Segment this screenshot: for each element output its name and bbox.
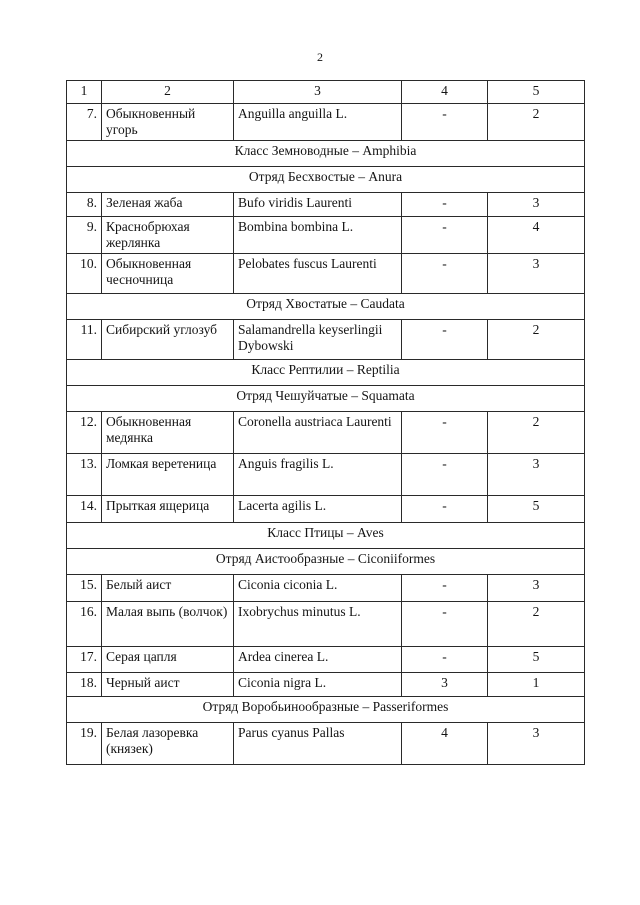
cell-col5: 5 xyxy=(488,647,585,673)
section-row xyxy=(67,523,585,549)
section-title: Отряд Чешуйчатые – Squamata xyxy=(67,386,585,412)
header-cell-col4: 4 xyxy=(402,81,488,104)
table-row xyxy=(67,104,585,141)
cell-col4: - xyxy=(402,320,488,360)
cell-latin-name: Coronella austriaca Laurenti xyxy=(234,412,402,454)
cell-russian-name: Белый аист xyxy=(102,575,234,602)
cell-russian-name: Малая выпь (волчок) xyxy=(102,602,234,647)
cell-col4: - xyxy=(402,217,488,254)
cell-col4: - xyxy=(402,412,488,454)
section-row xyxy=(67,294,585,320)
table-row xyxy=(67,673,585,697)
cell-col4: 3 xyxy=(402,673,488,697)
page-number: 2 xyxy=(317,50,323,64)
cell-russian-name: Ломкая веретеница xyxy=(102,454,234,496)
cell-latin-name: Salamandrella keyserlingii Dybowski xyxy=(234,320,402,360)
cell-col5: 2 xyxy=(488,320,585,360)
cell-col5: 2 xyxy=(488,412,585,454)
section-title: Отряд Аистообразные – Ciconiiformes xyxy=(67,549,585,575)
section-row xyxy=(67,360,585,386)
section-title: Класс Птицы – Aves xyxy=(67,523,585,549)
cell-number: 18. xyxy=(67,673,102,697)
section-row xyxy=(67,167,585,193)
cell-latin-name: Bufo viridis Laurenti xyxy=(234,193,402,217)
cell-number: 7. xyxy=(67,104,102,141)
table-row xyxy=(67,602,585,647)
cell-russian-name: Обыкновенная медянка xyxy=(102,412,234,454)
cell-latin-name: Ciconia ciconia L. xyxy=(234,575,402,602)
section-title: Отряд Бесхвостые – Anura xyxy=(67,167,585,193)
header-cell-num: 1 xyxy=(67,81,102,104)
section-title: Класс Рептилии – Reptilia xyxy=(67,360,585,386)
cell-col5: 3 xyxy=(488,454,585,496)
section-title: Отряд Хвостатые – Caudata xyxy=(67,294,585,320)
table-row xyxy=(67,723,585,765)
cell-latin-name: Anguilla anguilla L. xyxy=(234,104,402,141)
cell-number: 12. xyxy=(67,412,102,454)
species-table xyxy=(66,80,585,765)
cell-col5: 3 xyxy=(488,254,585,294)
cell-col4: - xyxy=(402,647,488,673)
cell-latin-name: Ciconia nigra L. xyxy=(234,673,402,697)
table-header-row xyxy=(67,81,585,104)
cell-number: 10. xyxy=(67,254,102,294)
cell-number: 8. xyxy=(67,193,102,217)
cell-col5: 5 xyxy=(488,496,585,523)
cell-number: 17. xyxy=(67,647,102,673)
cell-number: 16. xyxy=(67,602,102,647)
cell-latin-name: Anguis fragilis L. xyxy=(234,454,402,496)
cell-col5: 2 xyxy=(488,602,585,647)
table-row xyxy=(67,454,585,496)
cell-russian-name: Белая лазоревка (князек) xyxy=(102,723,234,765)
cell-number: 13. xyxy=(67,454,102,496)
cell-latin-name: Parus cyanus Pallas xyxy=(234,723,402,765)
cell-col5: 1 xyxy=(488,673,585,697)
cell-russian-name: Обыкновенный угорь xyxy=(102,104,234,141)
cell-col4: - xyxy=(402,575,488,602)
cell-latin-name: Lacerta agilis L. xyxy=(234,496,402,523)
header-cell-latin: 3 xyxy=(234,81,402,104)
section-row xyxy=(67,386,585,412)
cell-latin-name: Bombina bombina L. xyxy=(234,217,402,254)
table-row xyxy=(67,496,585,523)
cell-col4: - xyxy=(402,104,488,141)
cell-latin-name: Ardea cinerea L. xyxy=(234,647,402,673)
cell-russian-name: Черный аист xyxy=(102,673,234,697)
cell-col5: 3 xyxy=(488,575,585,602)
cell-russian-name: Краснобрюхая жерлянка xyxy=(102,217,234,254)
cell-russian-name: Серая цапля xyxy=(102,647,234,673)
header-cell-name: 2 xyxy=(102,81,234,104)
table-row xyxy=(67,412,585,454)
section-row xyxy=(67,697,585,723)
table-row xyxy=(67,575,585,602)
header-cell-col5: 5 xyxy=(488,81,585,104)
section-row xyxy=(67,549,585,575)
table-row xyxy=(67,254,585,294)
cell-col4: - xyxy=(402,496,488,523)
cell-number: 9. xyxy=(67,217,102,254)
section-row xyxy=(67,141,585,167)
section-title: Отряд Воробьинообразные – Passeriformes xyxy=(67,697,585,723)
cell-col5: 3 xyxy=(488,723,585,765)
section-title: Класс Земноводные – Amphibia xyxy=(67,141,585,167)
cell-number: 11. xyxy=(67,320,102,360)
table-row xyxy=(67,193,585,217)
table-row xyxy=(67,217,585,254)
cell-russian-name: Обыкновенная чесночница xyxy=(102,254,234,294)
cell-number: 15. xyxy=(67,575,102,602)
cell-russian-name: Сибирский углозуб xyxy=(102,320,234,360)
cell-number: 14. xyxy=(67,496,102,523)
cell-russian-name: Прыткая ящерица xyxy=(102,496,234,523)
cell-col5: 2 xyxy=(488,104,585,141)
table-row xyxy=(67,647,585,673)
cell-col5: 4 xyxy=(488,217,585,254)
cell-col4: 4 xyxy=(402,723,488,765)
cell-latin-name: Ixobrychus minutus L. xyxy=(234,602,402,647)
cell-col4: - xyxy=(402,254,488,294)
cell-col4: - xyxy=(402,193,488,217)
cell-latin-name: Pelobates fuscus Laurenti xyxy=(234,254,402,294)
cell-col4: - xyxy=(402,454,488,496)
cell-number: 19. xyxy=(67,723,102,765)
table-row xyxy=(67,320,585,360)
cell-russian-name: Зеленая жаба xyxy=(102,193,234,217)
cell-col5: 3 xyxy=(488,193,585,217)
cell-col4: - xyxy=(402,602,488,647)
